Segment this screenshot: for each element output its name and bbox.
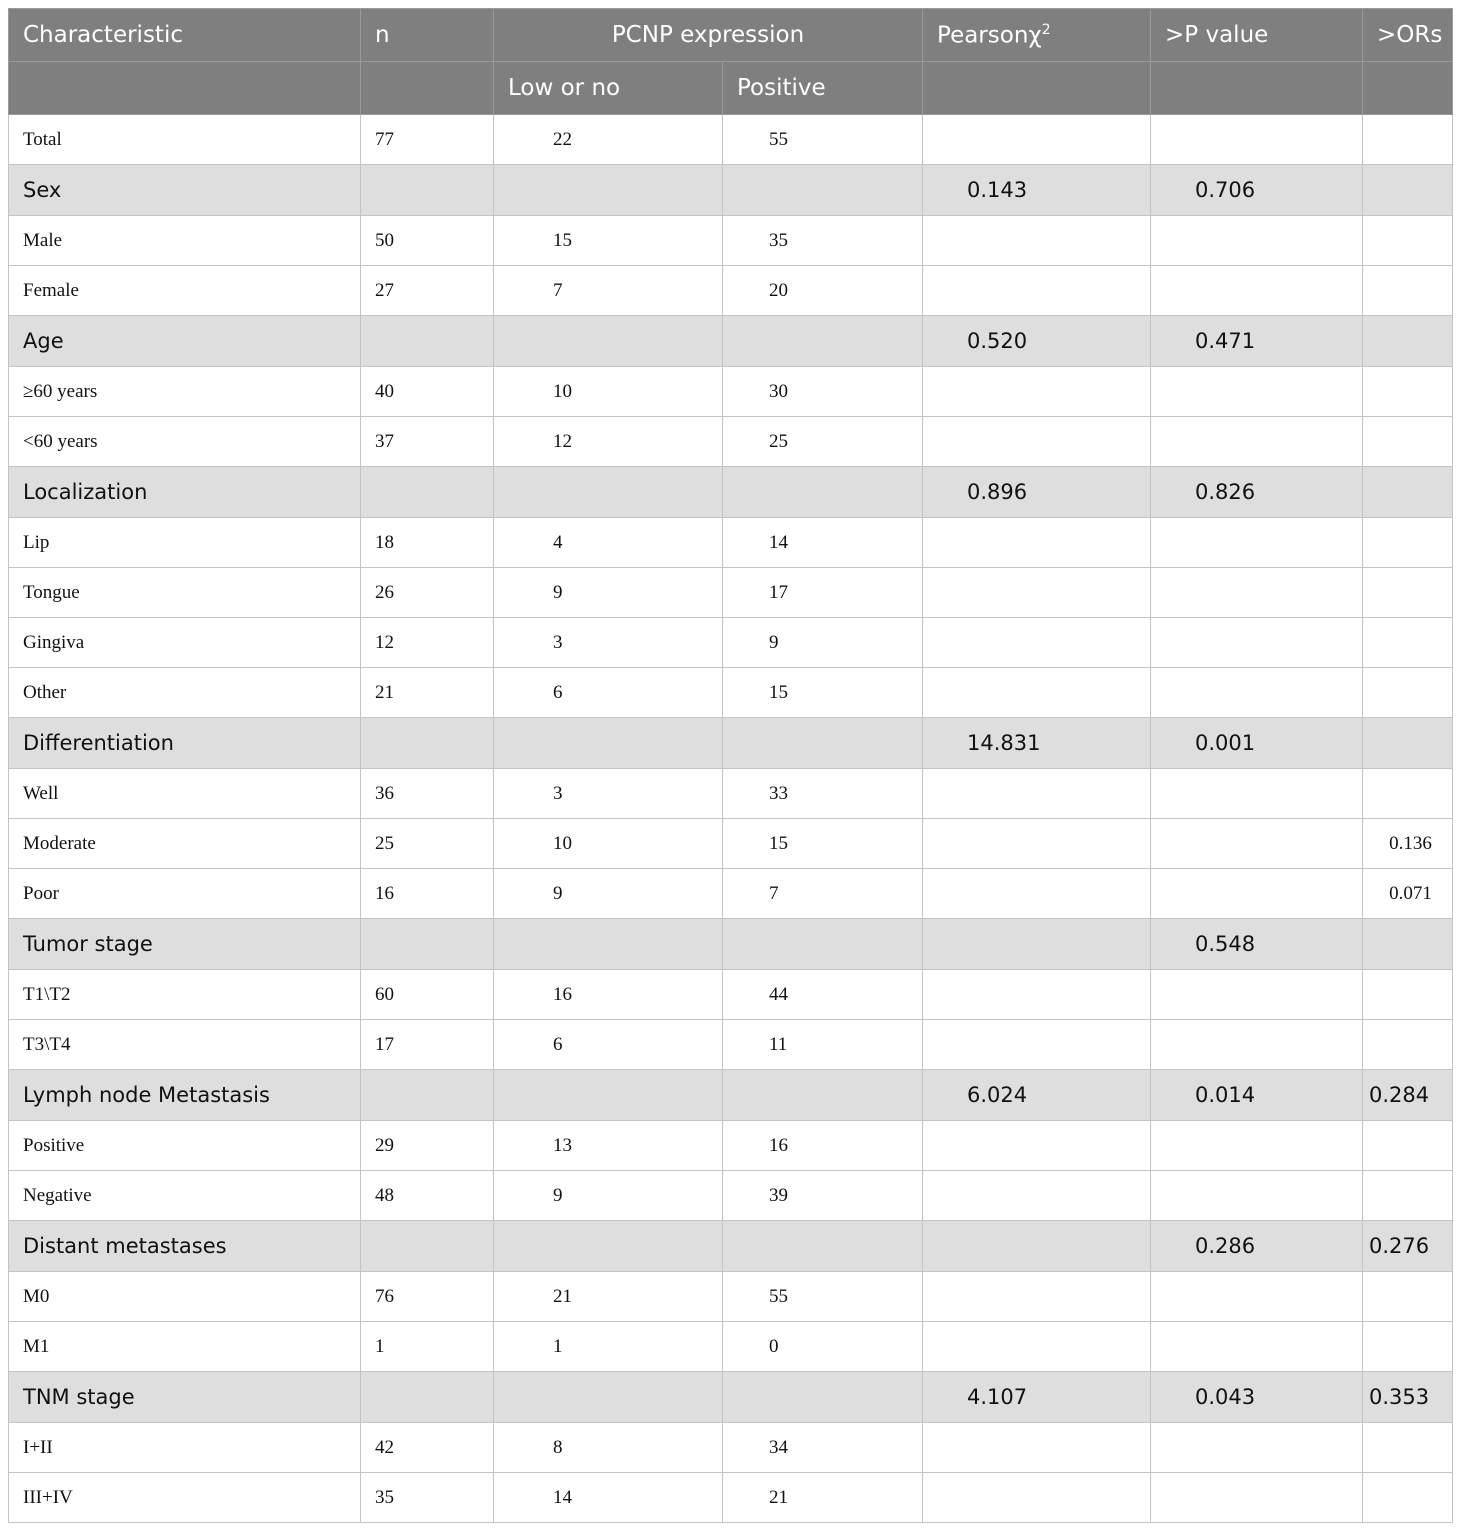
header-positive: Positive xyxy=(723,62,923,115)
cell-characteristic: Negative xyxy=(9,1171,361,1221)
cell-positive: 25 xyxy=(723,417,923,467)
cell-low-or-no: 13 xyxy=(494,1121,723,1171)
cell-p-value xyxy=(1151,568,1363,618)
cell-p-value xyxy=(1151,668,1363,718)
cell-p-value: 0.548 xyxy=(1151,919,1363,970)
cell-p-value: 0.706 xyxy=(1151,165,1363,216)
cell-low-or-no: 8 xyxy=(494,1423,723,1473)
cell-low-or-no: 9 xyxy=(494,869,723,919)
cell-characteristic: Poor xyxy=(9,869,361,919)
cell-positive: 16 xyxy=(723,1121,923,1171)
cell-low-or-no: 9 xyxy=(494,568,723,618)
cell-ors xyxy=(1363,1121,1453,1171)
cell-low-or-no xyxy=(494,165,723,216)
group-row xyxy=(9,1070,1453,1121)
cell-p-value xyxy=(1151,1272,1363,1322)
cell-characteristic: III+IV xyxy=(9,1473,361,1523)
cell-positive xyxy=(723,165,923,216)
cell-low-or-no: 16 xyxy=(494,970,723,1020)
cell-positive: 7 xyxy=(723,869,923,919)
header-pearson-label: Pearsonχ xyxy=(937,22,1042,49)
header-pearson-superscript: 2 xyxy=(1041,21,1051,38)
cell-positive: 9 xyxy=(723,618,923,668)
cell-ors: 0.136 xyxy=(1363,819,1453,869)
group-row xyxy=(9,919,1453,970)
cell-ors xyxy=(1363,467,1453,518)
cell-p-value xyxy=(1151,970,1363,1020)
cell-ors xyxy=(1363,668,1453,718)
cell-low-or-no: 6 xyxy=(494,1020,723,1070)
cell-ors: 0.071 xyxy=(1363,869,1453,919)
cell-n: 76 xyxy=(361,1272,494,1322)
cell-positive: 55 xyxy=(723,115,923,165)
cell-n xyxy=(361,316,494,367)
cell-p-value xyxy=(1151,367,1363,417)
cell-pearson-chi2 xyxy=(923,769,1151,819)
table-row xyxy=(9,266,1453,316)
cell-ors xyxy=(1363,919,1453,970)
cell-ors: 0.284 xyxy=(1363,1070,1453,1121)
cell-low-or-no: 10 xyxy=(494,367,723,417)
cell-n: 29 xyxy=(361,1121,494,1171)
cell-n: 40 xyxy=(361,367,494,417)
cell-pearson-chi2 xyxy=(923,1322,1151,1372)
table-row xyxy=(9,1473,1453,1523)
table-row xyxy=(9,417,1453,467)
cell-positive: 35 xyxy=(723,216,923,266)
header-blank-ors xyxy=(1363,62,1453,115)
table-row xyxy=(9,769,1453,819)
cell-n: 16 xyxy=(361,869,494,919)
group-row xyxy=(9,467,1453,518)
cell-characteristic: Gingiva xyxy=(9,618,361,668)
cell-low-or-no: 10 xyxy=(494,819,723,869)
cell-pearson-chi2 xyxy=(923,1020,1151,1070)
cell-low-or-no: 7 xyxy=(494,266,723,316)
header-ors: >ORs xyxy=(1363,9,1453,62)
cell-ors xyxy=(1363,165,1453,216)
cell-pearson-chi2 xyxy=(923,1221,1151,1272)
cell-low-or-no: 14 xyxy=(494,1473,723,1523)
cell-pearson-chi2: 4.107 xyxy=(923,1372,1151,1423)
cell-n: 60 xyxy=(361,970,494,1020)
cell-pearson-chi2 xyxy=(923,216,1151,266)
cell-n xyxy=(361,1221,494,1272)
table-row xyxy=(9,668,1453,718)
cell-characteristic: Localization xyxy=(9,467,361,518)
cell-pearson-chi2 xyxy=(923,1272,1151,1322)
table-row xyxy=(9,1322,1453,1372)
cell-low-or-no xyxy=(494,467,723,518)
cell-positive: 34 xyxy=(723,1423,923,1473)
cell-characteristic: Positive xyxy=(9,1121,361,1171)
cell-positive: 15 xyxy=(723,668,923,718)
cell-ors: 0.353 xyxy=(1363,1372,1453,1423)
cell-p-value: 0.014 xyxy=(1151,1070,1363,1121)
cell-pearson-chi2 xyxy=(923,970,1151,1020)
cell-characteristic: Lymph node Metastasis xyxy=(9,1070,361,1121)
cell-characteristic: Age xyxy=(9,316,361,367)
cell-positive xyxy=(723,1221,923,1272)
cell-p-value: 0.286 xyxy=(1151,1221,1363,1272)
group-row xyxy=(9,1221,1453,1272)
group-row xyxy=(9,165,1453,216)
cell-ors xyxy=(1363,1473,1453,1523)
table-row xyxy=(9,367,1453,417)
cell-low-or-no: 6 xyxy=(494,668,723,718)
cell-n: 77 xyxy=(361,115,494,165)
cell-positive: 11 xyxy=(723,1020,923,1070)
header-n: n xyxy=(361,9,494,62)
cell-p-value xyxy=(1151,618,1363,668)
cell-p-value xyxy=(1151,769,1363,819)
cell-ors xyxy=(1363,568,1453,618)
cell-pearson-chi2 xyxy=(923,668,1151,718)
cell-positive: 0 xyxy=(723,1322,923,1372)
cell-n: 42 xyxy=(361,1423,494,1473)
cell-ors xyxy=(1363,1423,1453,1473)
cell-characteristic: Female xyxy=(9,266,361,316)
cell-characteristic: Tongue xyxy=(9,568,361,618)
cell-pearson-chi2 xyxy=(923,1423,1151,1473)
cell-positive: 14 xyxy=(723,518,923,568)
table-row xyxy=(9,216,1453,266)
cell-p-value xyxy=(1151,115,1363,165)
cell-characteristic: Other xyxy=(9,668,361,718)
cell-n xyxy=(361,919,494,970)
cell-pearson-chi2 xyxy=(923,115,1151,165)
table-row xyxy=(9,1121,1453,1171)
cell-n: 21 xyxy=(361,668,494,718)
cell-low-or-no: 3 xyxy=(494,618,723,668)
cell-positive: 30 xyxy=(723,367,923,417)
table-body xyxy=(9,115,1453,1523)
cell-pearson-chi2: 0.143 xyxy=(923,165,1151,216)
cell-positive xyxy=(723,467,923,518)
cell-low-or-no xyxy=(494,919,723,970)
cell-positive xyxy=(723,1372,923,1423)
cell-pearson-chi2 xyxy=(923,367,1151,417)
cell-p-value: 0.001 xyxy=(1151,718,1363,769)
cell-n: 1 xyxy=(361,1322,494,1372)
cell-low-or-no: 9 xyxy=(494,1171,723,1221)
cell-low-or-no xyxy=(494,316,723,367)
cell-pearson-chi2 xyxy=(923,919,1151,970)
table-row xyxy=(9,869,1453,919)
table-row xyxy=(9,970,1453,1020)
cell-ors xyxy=(1363,367,1453,417)
group-row xyxy=(9,718,1453,769)
table-row xyxy=(9,1171,1453,1221)
table-row xyxy=(9,518,1453,568)
cell-low-or-no xyxy=(494,718,723,769)
cell-low-or-no xyxy=(494,1070,723,1121)
table-row xyxy=(9,618,1453,668)
cell-characteristic: Distant metastases xyxy=(9,1221,361,1272)
cell-positive: 15 xyxy=(723,819,923,869)
cell-n: 18 xyxy=(361,518,494,568)
header-characteristic: Characteristic xyxy=(9,9,361,62)
header-pearson-chi2 xyxy=(923,9,1151,62)
cell-ors xyxy=(1363,316,1453,367)
header-low-or-no: Low or no xyxy=(494,62,723,115)
cell-pearson-chi2: 6.024 xyxy=(923,1070,1151,1121)
header-p-value: >P value xyxy=(1151,9,1363,62)
cell-low-or-no: 12 xyxy=(494,417,723,467)
cell-ors xyxy=(1363,266,1453,316)
cell-p-value xyxy=(1151,1121,1363,1171)
cell-characteristic: M0 xyxy=(9,1272,361,1322)
cell-ors xyxy=(1363,417,1453,467)
cell-characteristic: Well xyxy=(9,769,361,819)
cell-positive: 17 xyxy=(723,568,923,618)
cell-n xyxy=(361,467,494,518)
header-row-2 xyxy=(9,62,1453,115)
cell-p-value xyxy=(1151,819,1363,869)
cell-characteristic: T1\T2 xyxy=(9,970,361,1020)
cell-p-value xyxy=(1151,266,1363,316)
cell-characteristic: Moderate xyxy=(9,819,361,869)
cell-p-value: 0.043 xyxy=(1151,1372,1363,1423)
cell-ors xyxy=(1363,970,1453,1020)
cell-p-value xyxy=(1151,216,1363,266)
cell-characteristic: Male xyxy=(9,216,361,266)
cell-pearson-chi2 xyxy=(923,417,1151,467)
cell-pearson-chi2 xyxy=(923,518,1151,568)
cell-characteristic: Tumor stage xyxy=(9,919,361,970)
cell-p-value xyxy=(1151,417,1363,467)
cell-characteristic: TNM stage xyxy=(9,1372,361,1423)
cell-p-value: 0.471 xyxy=(1151,316,1363,367)
cell-p-value xyxy=(1151,1423,1363,1473)
cell-ors xyxy=(1363,518,1453,568)
cell-ors xyxy=(1363,115,1453,165)
cell-pearson-chi2 xyxy=(923,568,1151,618)
characteristics-table xyxy=(8,8,1453,1523)
cell-characteristic: Sex xyxy=(9,165,361,216)
header-blank-characteristic xyxy=(9,62,361,115)
table-row xyxy=(9,568,1453,618)
cell-n: 37 xyxy=(361,417,494,467)
cell-n: 35 xyxy=(361,1473,494,1523)
cell-n: 50 xyxy=(361,216,494,266)
cell-low-or-no: 1 xyxy=(494,1322,723,1372)
cell-characteristic: Total xyxy=(9,115,361,165)
cell-ors xyxy=(1363,1272,1453,1322)
cell-pearson-chi2 xyxy=(923,1121,1151,1171)
cell-positive: 44 xyxy=(723,970,923,1020)
table-row xyxy=(9,1423,1453,1473)
cell-low-or-no: 3 xyxy=(494,769,723,819)
cell-positive: 55 xyxy=(723,1272,923,1322)
cell-n: 48 xyxy=(361,1171,494,1221)
cell-n xyxy=(361,1070,494,1121)
cell-positive: 39 xyxy=(723,1171,923,1221)
group-row xyxy=(9,316,1453,367)
cell-low-or-no: 15 xyxy=(494,216,723,266)
cell-positive xyxy=(723,919,923,970)
cell-pearson-chi2 xyxy=(923,869,1151,919)
cell-ors: 0.276 xyxy=(1363,1221,1453,1272)
cell-n xyxy=(361,1372,494,1423)
cell-pearson-chi2: 14.831 xyxy=(923,718,1151,769)
cell-pearson-chi2 xyxy=(923,819,1151,869)
cell-low-or-no: 22 xyxy=(494,115,723,165)
cell-pearson-chi2 xyxy=(923,266,1151,316)
cell-n: 17 xyxy=(361,1020,494,1070)
cell-n: 25 xyxy=(361,819,494,869)
cell-n: 27 xyxy=(361,266,494,316)
table-row xyxy=(9,819,1453,869)
cell-p-value xyxy=(1151,518,1363,568)
cell-low-or-no: 21 xyxy=(494,1272,723,1322)
cell-pearson-chi2 xyxy=(923,1473,1151,1523)
cell-positive: 20 xyxy=(723,266,923,316)
cell-ors xyxy=(1363,769,1453,819)
header-blank-p xyxy=(1151,62,1363,115)
cell-characteristic: T3\T4 xyxy=(9,1020,361,1070)
header-row-1 xyxy=(9,9,1453,62)
cell-p-value xyxy=(1151,869,1363,919)
cell-low-or-no xyxy=(494,1221,723,1272)
cell-pearson-chi2: 0.520 xyxy=(923,316,1151,367)
cell-ors xyxy=(1363,618,1453,668)
cell-characteristic: I+II xyxy=(9,1423,361,1473)
cell-p-value xyxy=(1151,1020,1363,1070)
cell-characteristic: Differentiation xyxy=(9,718,361,769)
cell-ors xyxy=(1363,718,1453,769)
cell-characteristic: M1 xyxy=(9,1322,361,1372)
cell-n: 12 xyxy=(361,618,494,668)
cell-low-or-no: 4 xyxy=(494,518,723,568)
cell-characteristic: <60 years xyxy=(9,417,361,467)
header-pcnp-expression: PCNP expression xyxy=(494,9,923,62)
cell-n xyxy=(361,718,494,769)
cell-ors xyxy=(1363,1322,1453,1372)
header-blank-n xyxy=(361,62,494,115)
cell-positive xyxy=(723,1070,923,1121)
cell-pearson-chi2 xyxy=(923,618,1151,668)
cell-pearson-chi2 xyxy=(923,1171,1151,1221)
cell-ors xyxy=(1363,1171,1453,1221)
cell-p-value: 0.826 xyxy=(1151,467,1363,518)
cell-positive: 21 xyxy=(723,1473,923,1523)
cell-positive: 33 xyxy=(723,769,923,819)
cell-ors xyxy=(1363,1020,1453,1070)
cell-characteristic: Lip xyxy=(9,518,361,568)
group-row xyxy=(9,1372,1453,1423)
cell-p-value xyxy=(1151,1473,1363,1523)
cell-ors xyxy=(1363,216,1453,266)
table-row xyxy=(9,1272,1453,1322)
cell-n: 36 xyxy=(361,769,494,819)
cell-characteristic: ≥60 years xyxy=(9,367,361,417)
cell-p-value xyxy=(1151,1171,1363,1221)
cell-positive xyxy=(723,718,923,769)
cell-n: 26 xyxy=(361,568,494,618)
cell-n xyxy=(361,165,494,216)
cell-pearson-chi2: 0.896 xyxy=(923,467,1151,518)
header-blank-pearson xyxy=(923,62,1151,115)
cell-low-or-no xyxy=(494,1372,723,1423)
table-row xyxy=(9,1020,1453,1070)
table-row xyxy=(9,115,1453,165)
cell-p-value xyxy=(1151,1322,1363,1372)
cell-positive xyxy=(723,316,923,367)
